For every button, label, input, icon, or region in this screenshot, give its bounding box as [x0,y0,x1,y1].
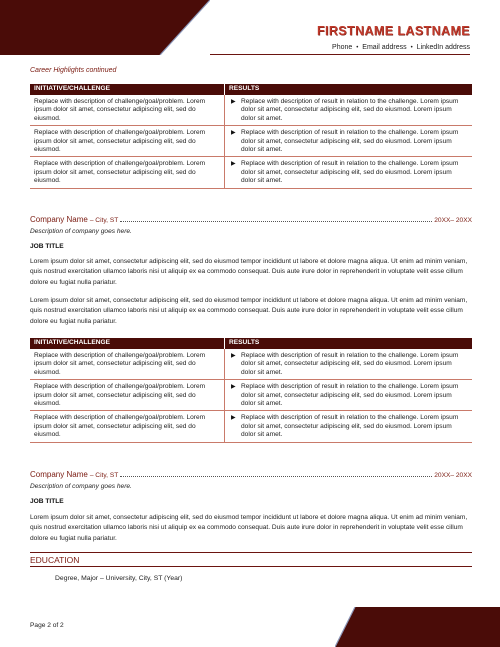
candidate-name: FIRSTNAME LASTNAME [316,24,470,38]
challenge-cell: Replace with description of challenge/goal/problem. Lorem ipsum dolor sit amet, consectetur adipiscing elit, sed do eiusmod. [30,126,225,157]
column-header-challenge: INITIATIVE/CHALLENGE [30,338,225,349]
result-text: Replace with description of result in relation to the challenge. Lorem ipsum dolor sit amet, consectetur adipiscing elit, sed do eiusmod. Lorem ipsum dolor sit amet. [241,129,459,154]
dotted-leader [120,476,432,477]
table-row [30,95,472,126]
company-name: Company Name [30,215,88,224]
bullet-icon: • [356,45,359,51]
footer-corner-shape [335,607,500,647]
result-cell [225,380,473,411]
result-text: Replace with description of result in relation to the challenge. Lorem ipsum dolor sit amet, consectetur adipiscing elit, sed do eiusmod. Lorem ipsum dolor sit amet. [241,98,459,122]
education-top-rule [30,552,472,553]
triangle-right-icon: ▶ [231,384,236,391]
result-cell [225,349,473,380]
job-paragraph: Lorem ipsum dolor sit amet, consectetur adipiscing elit, sed do eiusmod tempor incididunt ut labore et dolore magna aliqua. Ut enim ad minim veniam, quis nostrud exercitation ullamco laboris nisi ut aliquip ex ea commodo consequat. Duis aute irure dolor in reprehenderit in voluptate velit esse cillum dolore eu fugiat nulla pariatur. [30,258,468,286]
column-header-results: RESULTS [225,84,473,95]
email-text: Email address [362,44,407,51]
column-header-challenge: INITIATIVE/CHALLENGE [30,84,225,95]
table-header-row [30,84,472,95]
challenge-cell: Replace with description of challenge/goal/problem. Lorem ipsum dolor sit amet, consectetur adipiscing elit, sed do eiusmod. [30,411,225,442]
table-row [30,157,472,188]
result-cell [225,411,473,442]
job-title: JOB TITLE [30,243,64,250]
company-city: – City, ST [89,217,119,224]
linkedin-text: LinkedIn address [416,44,470,51]
education-entry: Degree, Major – University, City, ST (Year) [55,575,183,582]
triangle-right-icon: ▶ [231,353,236,359]
header-rule [210,54,470,55]
table-header-row [30,338,472,349]
result-cell [225,157,473,188]
result-text: Replace with description of result in relation to the challenge. Lorem ipsum dolor sit amet, consectetur adipiscing elit, sed do eiusmod. Lorem ipsum dolor sit amet. [241,352,459,376]
job-paragraph: Lorem ipsum dolor sit amet, consectetur adipiscing elit, sed do eiusmod tempor incididunt ut labore et dolore magna aliqua. Ut enim ad minim veniam, quis nostrud exercitation ullamco laboris nisi ut aliquip ex ea commodo consequat. Duis aute irure dolor in reprehenderit in voluptate velit esse cillum dolore eu fugiat nulla pariatur. [30,514,468,542]
contact-line [332,44,470,51]
company-line-2 [30,470,472,479]
education-heading: EDUCATION [30,555,80,565]
triangle-right-icon: ▶ [231,99,236,105]
company-description: Description of company goes here. [30,483,132,490]
highlights-table-2 [30,338,472,443]
challenge-cell: Replace with description of challenge/goal/problem. Lorem ipsum dolor sit amet, consectetur adipiscing elit, sed do eiusmod. [30,349,225,380]
table-row [30,349,472,380]
dotted-leader [120,221,432,222]
challenge-cell: Replace with description of challenge/goal/problem. Lorem ipsum dolor sit amet, consectetur adipiscing elit, sed do eiusmod. [30,380,225,411]
triangle-right-icon: ▶ [231,161,236,168]
result-text: Replace with description of result in relation to the challenge. Lorem ipsum dolor sit amet, consectetur adipiscing elit, sed do eiusmod. Lorem ipsum dolor sit amet. [241,414,459,439]
company-city: – City, ST [89,472,119,479]
result-cell [225,126,473,157]
employment-dates: 20XX– 20XX [434,472,472,479]
highlights-table-1 [30,84,472,189]
phone-text: Phone [332,44,353,51]
result-text: Replace with description of result in relation to the challenge. Lorem ipsum dolor sit amet, consectetur adipiscing elit, sed do eiusmod. Lorem ipsum dolor sit amet. [241,383,459,408]
company-description: Description of company goes here. [30,228,132,235]
job-paragraph: Lorem ipsum dolor sit amet, consectetur adipiscing elit, sed do eiusmod tempor incididunt ut labore et dolore magna aliqua. Ut enim ad minim veniam, quis nostrud exercitation ullamco laboris nisi ut aliquip ex ea commodo consequat. Duis aute irure dolor in reprehenderit in voluptate velit esse cillum dolore eu fugiat nulla pariatur. [30,297,468,325]
result-text: Replace with description of result in relation to the challenge. Lorem ipsum dolor sit amet, consectetur adipiscing elit, sed do eiusmod. Lorem ipsum dolor sit amet. [241,160,459,185]
table-row [30,411,472,442]
column-header-results: RESULTS [225,338,473,349]
table-row [30,126,472,157]
challenge-cell: Replace with description of challenge/goal/problem. Lorem ipsum dolor sit amet, consectetur adipiscing elit, sed do eiusmod. [30,157,225,188]
page-number: Page 2 of 2 [30,622,64,629]
employment-dates: 20XX– 20XX [434,217,472,224]
challenge-cell: Replace with description of challenge/goal/problem. Lorem ipsum dolor sit amet, consectetur adipiscing elit, sed do eiusmod. [30,95,225,126]
company-line-1 [30,215,472,224]
section-note: Career Highlights continued [30,67,117,74]
bullet-icon: • [410,45,413,51]
company-name: Company Name [30,470,88,479]
triangle-right-icon: ▶ [231,130,236,137]
job-title: JOB TITLE [30,498,64,505]
education-bottom-rule [30,566,472,567]
result-cell [225,95,473,126]
table-row [30,380,472,411]
header-corner-shape [0,0,210,55]
triangle-right-icon: ▶ [231,415,236,422]
